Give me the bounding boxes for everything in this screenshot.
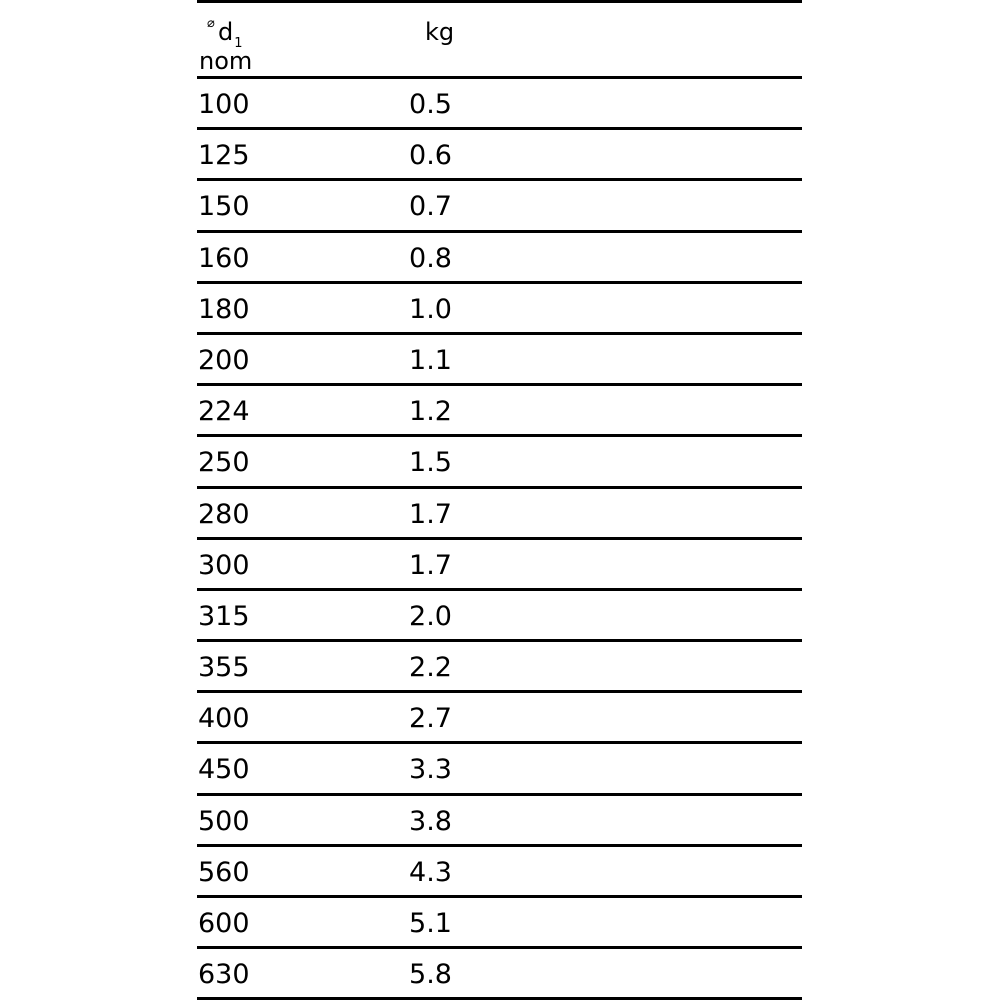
table-row: [197, 591, 802, 642]
table-row: [197, 181, 802, 232]
diameter-symbol: ⌀: [207, 16, 215, 31]
weight-cell: 1.5: [409, 447, 452, 479]
table-row: [197, 847, 802, 898]
table-row: [197, 130, 802, 181]
weight-cell: 1.7: [409, 549, 452, 581]
weight-cell: 3.8: [409, 805, 452, 837]
table-row: [197, 949, 802, 1000]
table-row: [197, 79, 802, 130]
weight-cell: 2.0: [409, 600, 452, 632]
diameter-cell: 280: [198, 498, 250, 530]
table-row: [197, 898, 802, 949]
diameter-cell: 600: [198, 908, 250, 939]
diameter-cell: 150: [198, 191, 250, 223]
weight-cell: 5.1: [409, 908, 452, 939]
weight-cell: 2.7: [409, 703, 452, 735]
table-row: [197, 335, 802, 386]
table-header: [197, 3, 802, 79]
diameter-cell: 250: [198, 447, 250, 479]
table-row: [197, 796, 802, 847]
diameter-cell: 180: [198, 293, 250, 325]
diameter-cell: 500: [198, 805, 250, 837]
weight-cell: 1.2: [409, 396, 452, 428]
diameter-cell: 300: [198, 549, 250, 581]
table-row: [197, 437, 802, 488]
table-row: [197, 233, 802, 284]
header-weight-unit: kg: [425, 18, 455, 46]
diameter-cell: 355: [198, 652, 250, 684]
weight-cell: 0.6: [409, 140, 452, 172]
table-row: [197, 744, 802, 795]
table-row: [197, 642, 802, 693]
table-body: [197, 79, 802, 1000]
diameter-cell: 315: [198, 600, 250, 632]
header-nominal-label: nom: [199, 47, 253, 75]
weight-cell: 0.7: [409, 191, 452, 223]
diameter-cell: 160: [198, 242, 250, 274]
weight-cell: 0.5: [409, 89, 452, 120]
weight-cell: 1.1: [409, 344, 452, 376]
diameter-cell: 400: [198, 703, 250, 735]
weight-cell: 3.3: [409, 754, 452, 786]
diameter-cell: 560: [198, 856, 250, 888]
weight-cell: 2.2: [409, 652, 452, 684]
diameter-cell: 450: [198, 754, 250, 786]
table-row: [197, 693, 802, 744]
table-row: [197, 540, 802, 591]
weight-cell: 4.3: [409, 856, 452, 888]
weight-cell: 0.8: [409, 242, 452, 274]
weight-table: [197, 0, 802, 1000]
table-row: [197, 284, 802, 335]
weight-cell: 5.8: [409, 959, 452, 991]
weight-cell: 1.0: [409, 293, 452, 325]
weight-cell: 1.7: [409, 498, 452, 530]
table-row: [197, 386, 802, 437]
diameter-cell: 224: [198, 396, 250, 428]
diameter-cell: 630: [198, 959, 250, 991]
diameter-cell: 125: [198, 140, 250, 172]
header-diameter-label: d: [218, 18, 234, 46]
diameter-cell: 200: [198, 344, 250, 376]
table-row: [197, 489, 802, 540]
header-diameter-subscript: 1: [234, 36, 243, 51]
diameter-cell: 100: [198, 89, 250, 120]
